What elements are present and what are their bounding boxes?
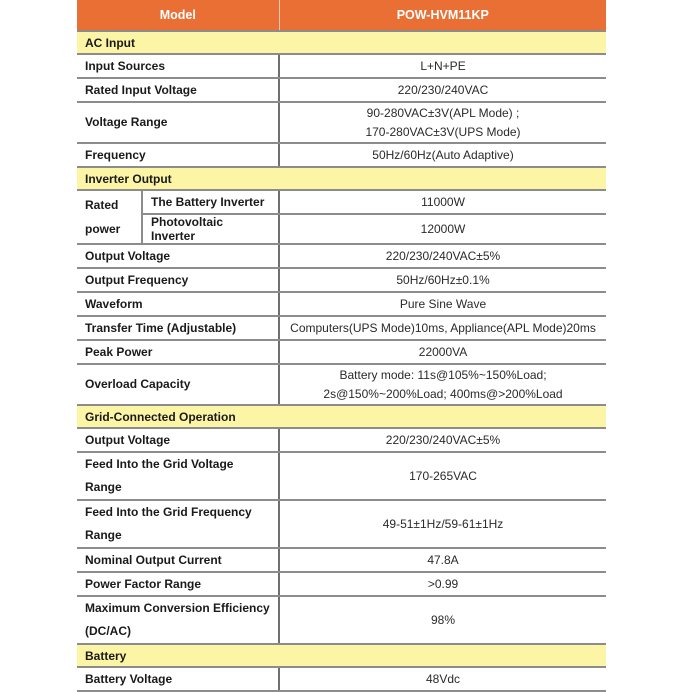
row-value: 12000W — [279, 214, 606, 244]
row-label — [77, 452, 279, 500]
section-title-inverter-output: Inverter Output — [77, 167, 606, 190]
section-row — [77, 167, 606, 190]
row-label: Battery Voltage — [77, 667, 279, 691]
row-value: 50Hz/60Hz±0.1% — [279, 268, 606, 292]
row-label: Frequency — [77, 143, 279, 167]
value-line: 90-280VAC±3V(APL Mode) ; — [366, 105, 520, 120]
table-row — [77, 596, 606, 644]
section-title-grid-connected: Grid-Connected Operation — [77, 405, 606, 428]
row-value: Computers(UPS Mode)10ms, Appliance(APL Mode)20ms — [279, 316, 606, 340]
label-line: (DC/AC) — [85, 624, 131, 638]
table-row — [77, 143, 606, 167]
model-header: Model — [77, 0, 279, 31]
row-value: 98% — [279, 596, 606, 644]
value-line: Battery mode: 11s@105%~150%Load; — [339, 367, 547, 382]
row-label: Transfer Time (Adjustable) — [77, 316, 279, 340]
table-row — [77, 316, 606, 340]
table-row — [77, 572, 606, 596]
row-label — [77, 500, 279, 548]
table-row — [77, 54, 606, 78]
row-label: Waveform — [77, 292, 279, 316]
table-row — [77, 268, 606, 292]
row-label: Peak Power — [77, 340, 279, 364]
section-row — [77, 644, 606, 667]
row-label: Output Frequency — [77, 268, 279, 292]
table-row — [77, 548, 606, 572]
row-label: Output Voltage — [77, 428, 279, 452]
table-row — [77, 500, 606, 548]
table-row — [77, 292, 606, 316]
row-label: The Battery Inverter — [142, 190, 279, 214]
label-line: Range — [85, 528, 122, 542]
table-row — [77, 78, 606, 102]
row-value: 49-51±1Hz/59-61±1Hz — [279, 500, 606, 548]
table-row — [77, 190, 606, 214]
row-label: Input Sources — [77, 54, 279, 78]
table-row — [77, 214, 606, 244]
model-value-header: POW-HVM11KP — [279, 0, 606, 31]
row-label: Overload Capacity — [77, 364, 279, 405]
table-row — [77, 428, 606, 452]
row-value: 220/230/240VAC±5% — [279, 244, 606, 268]
table-row — [77, 102, 606, 143]
row-label: Power Factor Range — [77, 572, 279, 596]
section-title-ac-input: AC Input — [77, 31, 606, 54]
row-label: Nominal Output Current — [77, 548, 279, 572]
row-value: 47.8A — [279, 548, 606, 572]
table-row — [77, 244, 606, 268]
row-value: 170-265VAC — [279, 452, 606, 500]
row-label: Output Voltage — [77, 244, 279, 268]
value-line: 2s@150%~200%Load; 400ms@>200%Load — [323, 386, 563, 401]
row-label: Photovoltaic Inverter — [142, 214, 279, 244]
row-value: L+N+PE — [279, 54, 606, 78]
section-title-battery: Battery — [77, 644, 606, 667]
row-value: 220/230/240VAC — [279, 78, 606, 102]
rated-power-label — [77, 190, 142, 244]
row-value — [279, 364, 606, 405]
row-label — [77, 596, 279, 644]
label-line: power — [85, 222, 121, 236]
row-value: 50Hz/60Hz(Auto Adaptive) — [279, 143, 606, 167]
section-row — [77, 31, 606, 54]
table-row — [77, 452, 606, 500]
section-row — [77, 405, 606, 428]
row-value: 48Vdc — [279, 667, 606, 691]
row-value: 11000W — [279, 190, 606, 214]
row-value: 220/230/240VAC±5% — [279, 428, 606, 452]
table-row — [77, 340, 606, 364]
label-line: Feed Into the Grid Frequency — [85, 505, 252, 519]
spec-table — [77, 0, 606, 692]
label-line: Feed Into the Grid Voltage — [85, 457, 234, 471]
row-value: >0.99 — [279, 572, 606, 596]
label-line: Rated — [85, 198, 119, 212]
table-header-row — [77, 0, 606, 31]
label-line: Range — [85, 480, 122, 494]
row-label: Voltage Range — [77, 102, 279, 143]
row-value: Pure Sine Wave — [279, 292, 606, 316]
row-label: Rated Input Voltage — [77, 78, 279, 102]
table-row — [77, 364, 606, 405]
row-value: 22000VA — [279, 340, 606, 364]
table-row — [77, 667, 606, 691]
row-value — [279, 102, 606, 143]
label-line: Maximum Conversion Efficiency — [85, 601, 270, 615]
value-line: 170-280VAC±3V(UPS Mode) — [365, 124, 521, 139]
